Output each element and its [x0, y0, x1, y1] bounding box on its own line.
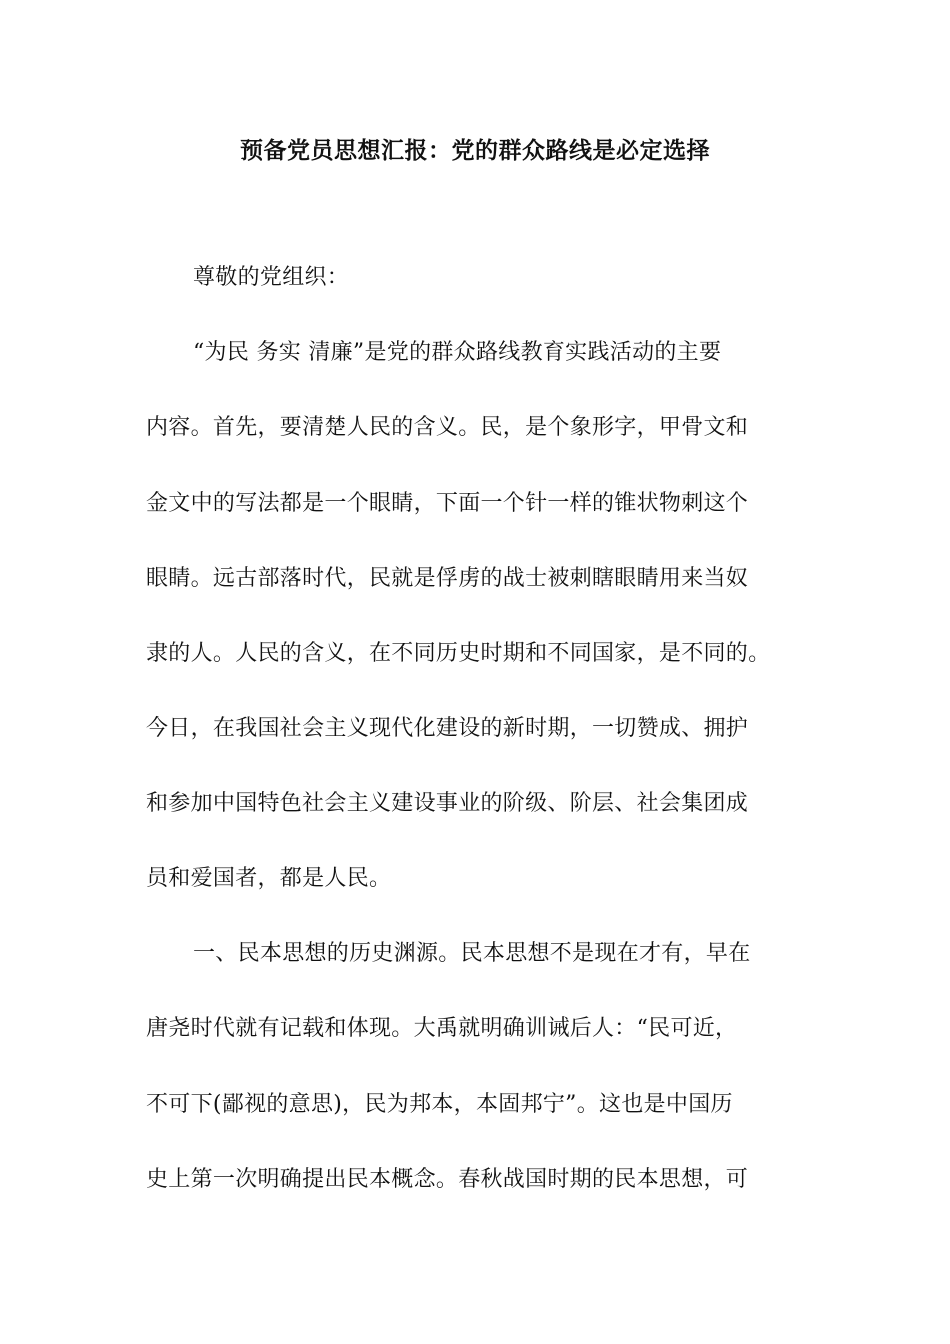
salutation: 尊敬的党组织：: [193, 265, 350, 290]
paragraph-line: 一、民本思想的历史渊源。民本思想不是现在才有，早在: [193, 941, 751, 966]
paragraph-line: 史上第一次明确提出民本概念。春秋战国时期的民本思想，可: [146, 1167, 749, 1192]
paragraph-line: 眼睛。远古部落时代，民就是俘虏的战士被刺瞎眼睛用来当奴: [146, 566, 749, 591]
paragraph-line: 唐尧时代就有记载和体现。大禹就明确训诫后人：“民可近，: [146, 1016, 738, 1041]
paragraph-line: 和参加中国特色社会主义建设事业的阶级、阶层、社会集团成: [146, 791, 749, 816]
document-title: 预备党员思想汇报：党的群众路线是必定选择: [240, 138, 710, 164]
paragraph-line: 金文中的写法都是一个眼睛，下面一个针一样的锥状物刺这个: [146, 491, 749, 516]
paragraph-line: 隶的人。人民的含义，在不同历史时期和不同国家，是不同的。: [146, 641, 771, 666]
paragraph-line: 不可下(鄙视的意思)，民为邦本，本固邦宁”。这也是中国历: [146, 1092, 733, 1117]
paragraph-line: “为民 务实 清廉”是党的群众路线教育实践活动的主要: [193, 340, 722, 365]
paragraph-line: 今日，在我国社会主义现代化建设的新时期，一切赞成、拥护: [146, 716, 749, 741]
paragraph-line: 内容。首先，要清楚人民的含义。民，是个象形字，甲骨文和: [146, 415, 749, 440]
paragraph-line: 员和爱国者，都是人民。: [146, 866, 392, 891]
